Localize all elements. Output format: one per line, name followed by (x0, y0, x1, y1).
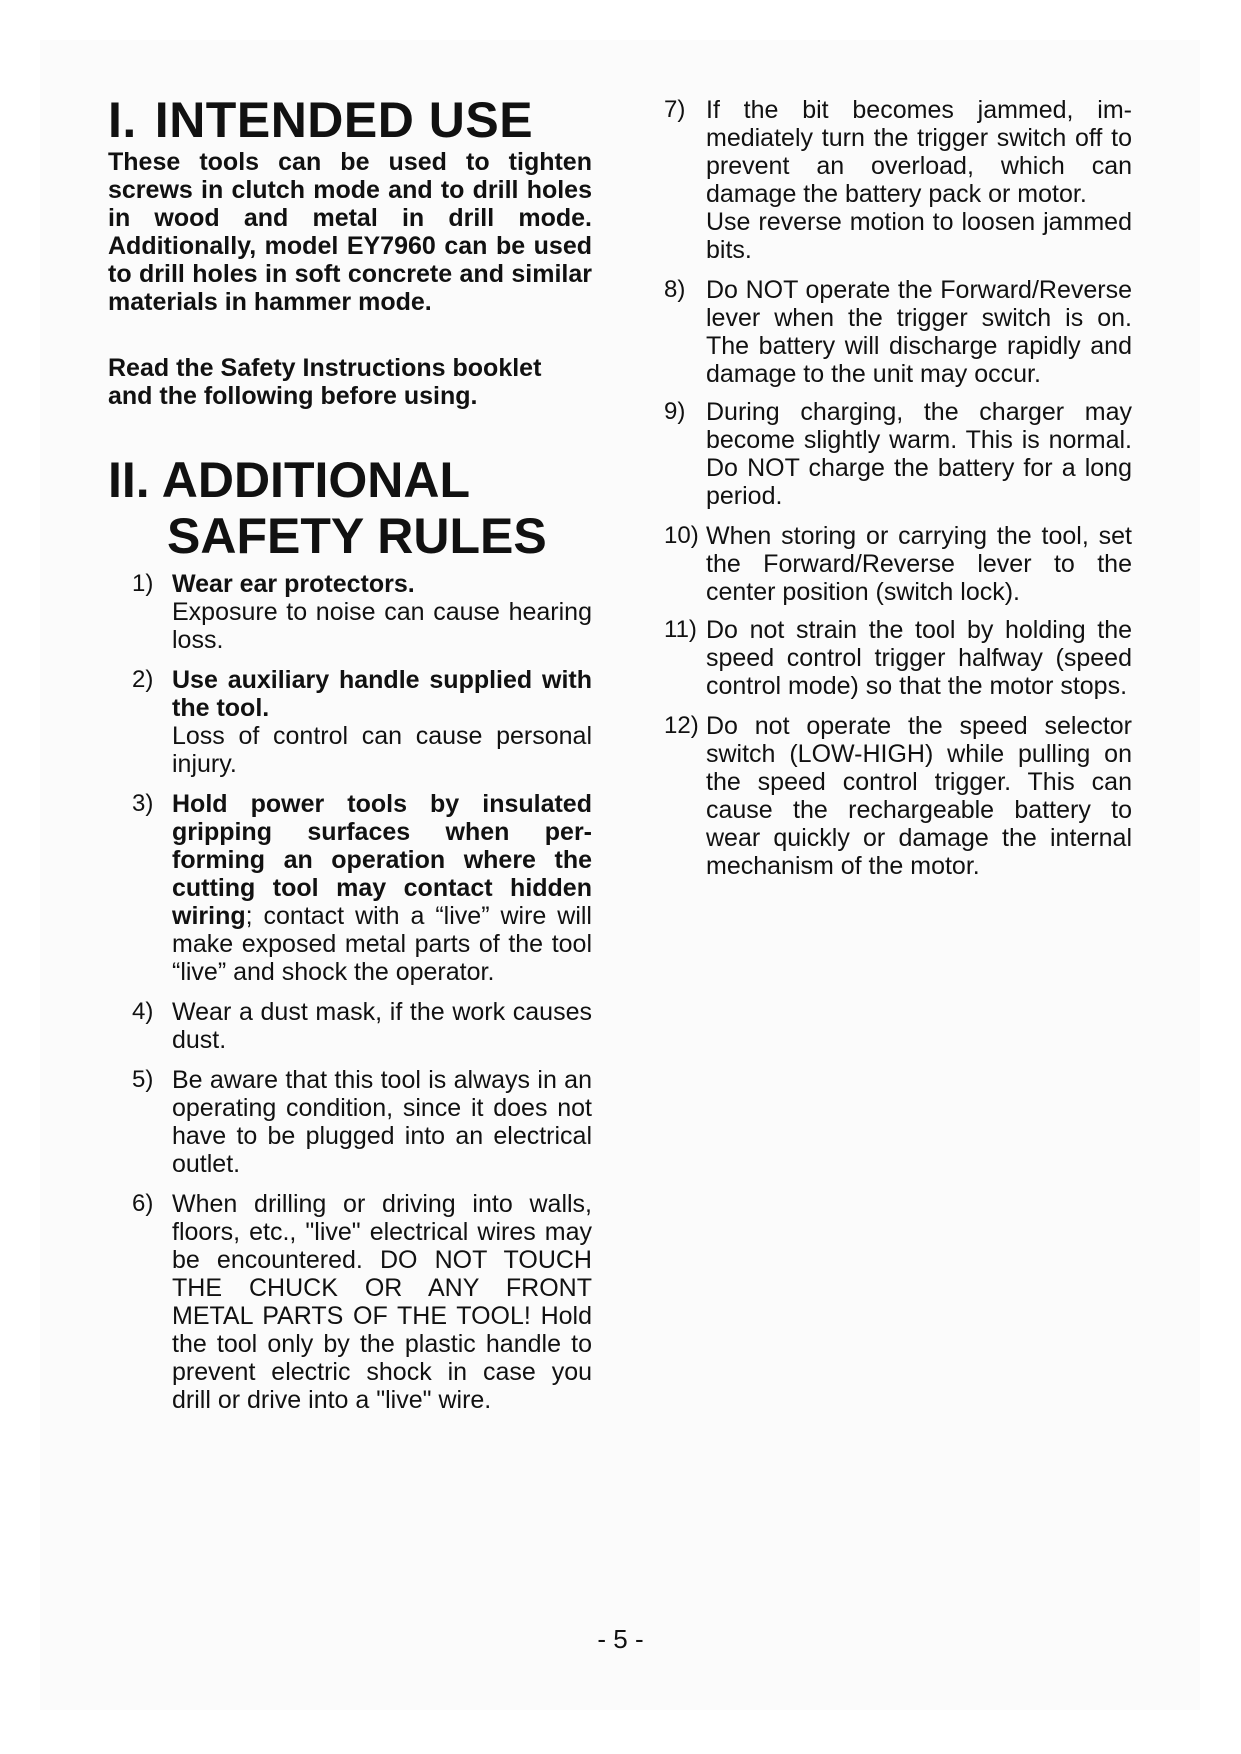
rule-text: Be aware that this tool is always in an operating condition, since it does not have to be plugged into an electrical outlet. (172, 1066, 592, 1178)
rule-text: When drilling or driving into walls, floors, etc., "live" electrical wires may be encountered. DO NOT TOUCH THE CHUCK OR ANY FRONT METAL PARTS OF THE TOOL! Hold the tool only by the plastic handle to prevent electric shock in case you drill or drive into a "live" wire. (172, 1190, 592, 1414)
rule-item (108, 666, 592, 778)
rule-number: 7) (664, 96, 686, 123)
rule-text: When storing or carrying the tool, set the Forward/Reverse lever to the center position (switch lock). (706, 522, 1132, 606)
rule-bold-text: Hold power tools by insulated gripping surfaces when per-forming an operation where the cutting tool may contact hidden wiring (172, 790, 592, 930)
rule-text: Do not operate the speed selector switch (LOW-HIGH) while pulling on the speed control trigger. This can cause the rechargeable battery to wear quickly or damage the internal mechanism of the motor. (706, 712, 1132, 880)
heading-numeral: II. (108, 452, 150, 508)
rule-item (664, 616, 1132, 700)
rule-item (664, 398, 1132, 510)
heading-line-2: SAFETY RULES (167, 508, 547, 564)
intended-use-body: These tools can be used to tighten screws in clutch mode and to drill holes in wood and metal in drill mode. Additionally, model EY7960 can be used to drill holes in soft concrete and similar materials in hammer mode. (108, 148, 592, 316)
rule-item (108, 570, 592, 654)
intended-use-heading (108, 92, 592, 148)
rule-item (108, 1066, 592, 1178)
rule-number: 4) (132, 998, 154, 1025)
page-number: - 5 - (597, 1624, 644, 1654)
rule-item (664, 522, 1132, 606)
safety-rules-list-right (664, 96, 1132, 880)
read-safety-notice: Read the Safety Instructions booklet and the following before using. (108, 354, 542, 410)
safety-rules-list-left (108, 570, 592, 1414)
rule-item (108, 998, 592, 1054)
rule-bold-text: Use auxiliary handle supplied with the tool. (172, 666, 592, 722)
rule-text-2: Use reverse motion to loosen jammed bits. (706, 208, 1132, 264)
rule-number: 6) (132, 1190, 154, 1217)
rule-text: During charging, the charger may become slightly warm. This is normal. Do NOT charge the battery for a long period. (706, 398, 1132, 510)
rule-text: ; contact with a “live” wire will make exposed metal parts of the tool “live” and shock the operator. (172, 902, 592, 986)
rule-text: Do NOT operate the Forward/Reverse lever when the trigger switch is on. The battery will discharge rapidly and damage to the unit may occur. (706, 276, 1132, 388)
rule-item (664, 96, 1132, 264)
rule-bold-text: Wear ear protectors. (172, 570, 415, 598)
heading-numeral: I. (108, 92, 137, 148)
rule-item (108, 1190, 592, 1414)
heading-line-1: ADDITIONAL (161, 452, 471, 508)
rule-number: 12) (664, 712, 699, 739)
rule-text: If the bit becomes jammed, im-mediately turn the trigger switch off to prevent an overload, which can damage the battery pack or motor. (706, 96, 1132, 208)
left-column (108, 92, 592, 1414)
rule-number: 10) (664, 522, 699, 549)
rule-item (108, 790, 592, 986)
rule-item (664, 276, 1132, 388)
rule-text: Exposure to noise can cause hearing loss. (172, 598, 592, 654)
rule-number: 5) (132, 1066, 154, 1093)
heading-title: INTENDED USE (154, 92, 534, 148)
rule-number: 3) (132, 790, 154, 817)
rule-text: Do not strain the tool by holding the speed control trigger halfway (speed control mode) so that the motor stops. (706, 616, 1132, 700)
rule-number: 2) (132, 666, 154, 693)
rule-text: Loss of control can cause personal injury. (172, 722, 592, 778)
rule-number: 8) (664, 276, 686, 303)
right-column (664, 90, 1132, 880)
rule-text: Wear a dust mask, if the work causes dust. (172, 998, 592, 1054)
rule-number: 9) (664, 398, 686, 425)
rule-item (664, 712, 1132, 880)
rule-number: 1) (132, 570, 154, 597)
rule-number: 11) (664, 616, 697, 643)
additional-safety-rules-heading (108, 452, 592, 564)
